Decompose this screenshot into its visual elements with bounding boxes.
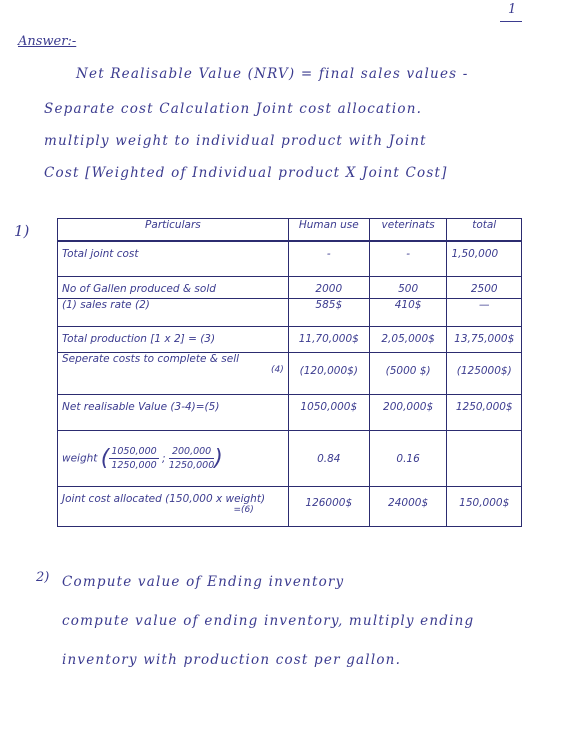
row-total-value: 1,50,000 [447,241,522,277]
question-2-line-1: Compute value of Ending inventory [62,574,345,590]
row-vet-value: 410$ [369,299,447,327]
table-row [58,277,522,299]
row-label: (1) sales rate (2) [58,299,289,327]
row-label: Net realisable Value (3-4)=(5) [58,395,289,431]
row-label-cell [58,487,289,527]
question-2-label: 2) [36,570,50,585]
page-number-underline [500,21,522,22]
row-vet-value: (5000 $) [369,353,447,395]
header-particulars: Particulars [58,219,289,241]
row-label: No of Gallen produced & sold [58,277,289,299]
nrv-table [57,218,522,527]
row-vet-value: 2,05,000$ [369,327,447,353]
row-label: Seperate costs to complete & sell [62,353,240,365]
row-total-value: 1250,000$ [447,395,522,431]
row-human-value: 585$ [288,299,369,327]
row-human-value: 126000$ [288,487,369,527]
row-vet-value: 500 [369,277,447,299]
weight-fraction-human: $\frac{1050,000}{1250,000}$ [111,446,157,471]
row-human-value: 11,70,000$ [288,327,369,353]
row-human-value: 0.84 [288,431,369,487]
row-total-value: — [447,299,522,327]
row-human-value: - [288,241,369,277]
row-label-note: (4) [271,365,284,375]
row-human-value: 2000 [288,277,369,299]
row-label-cell: weight ( $\frac{1050,000}{1250,000}$ ; $\frac{200,000}{1250,000}$) [58,431,289,487]
row-label: weight [62,452,98,465]
question-2-line-3: inventory with production cost per gallon. [62,652,402,668]
weight-fraction-vet: $\frac{200,000}{1250,000}$ [168,446,215,471]
table-row [58,431,522,487]
table-row [58,327,522,353]
question-1-label: 1) [14,222,30,240]
header-veterinats: veterinats [369,219,447,241]
page-number: 1 [508,2,517,17]
intro-line-2: Separate cost Calculation Joint cost allocation. [44,101,423,117]
table-row [58,299,522,327]
intro-line-4: Cost [Weighted of Individual product X Joint Cost] [44,165,448,181]
row-human-value: (120,000$) [288,353,369,395]
row-human-value: 1050,000$ [288,395,369,431]
row-label: Total production [1 x 2] = (3) [58,327,289,353]
row-vet-value: - [369,241,447,277]
row-total-value: 13,75,000$ [447,327,522,353]
header-human-use: Human use [288,219,369,241]
row-label: Total joint cost [58,241,289,277]
answer-heading: Answer:- [18,34,77,49]
table-row [58,353,522,395]
row-vet-value: 0.16 [369,431,447,487]
row-total-value: 150,000$ [447,487,522,527]
table-header-row [58,219,522,241]
question-2-line-2: compute value of ending inventory, multiply ending [62,613,475,629]
header-total: total [447,219,522,241]
row-total-value: 2500 [447,277,522,299]
row-label-cell [58,353,289,395]
row-label: Joint cost allocated (150,000 x weight) [62,493,266,505]
table-row [58,395,522,431]
table-row [58,487,522,527]
row-total-value [447,431,522,487]
row-vet-value: 24000$ [369,487,447,527]
row-total-value: (125000$) [447,353,522,395]
intro-line-3: multiply weight to individual product with Joint [44,133,427,149]
row-vet-value: 200,000$ [369,395,447,431]
table-row [58,241,522,277]
intro-line-1: Net Realisable Value (NRV) = final sales values - [76,66,469,82]
row-label-note: =(6) [233,505,254,515]
